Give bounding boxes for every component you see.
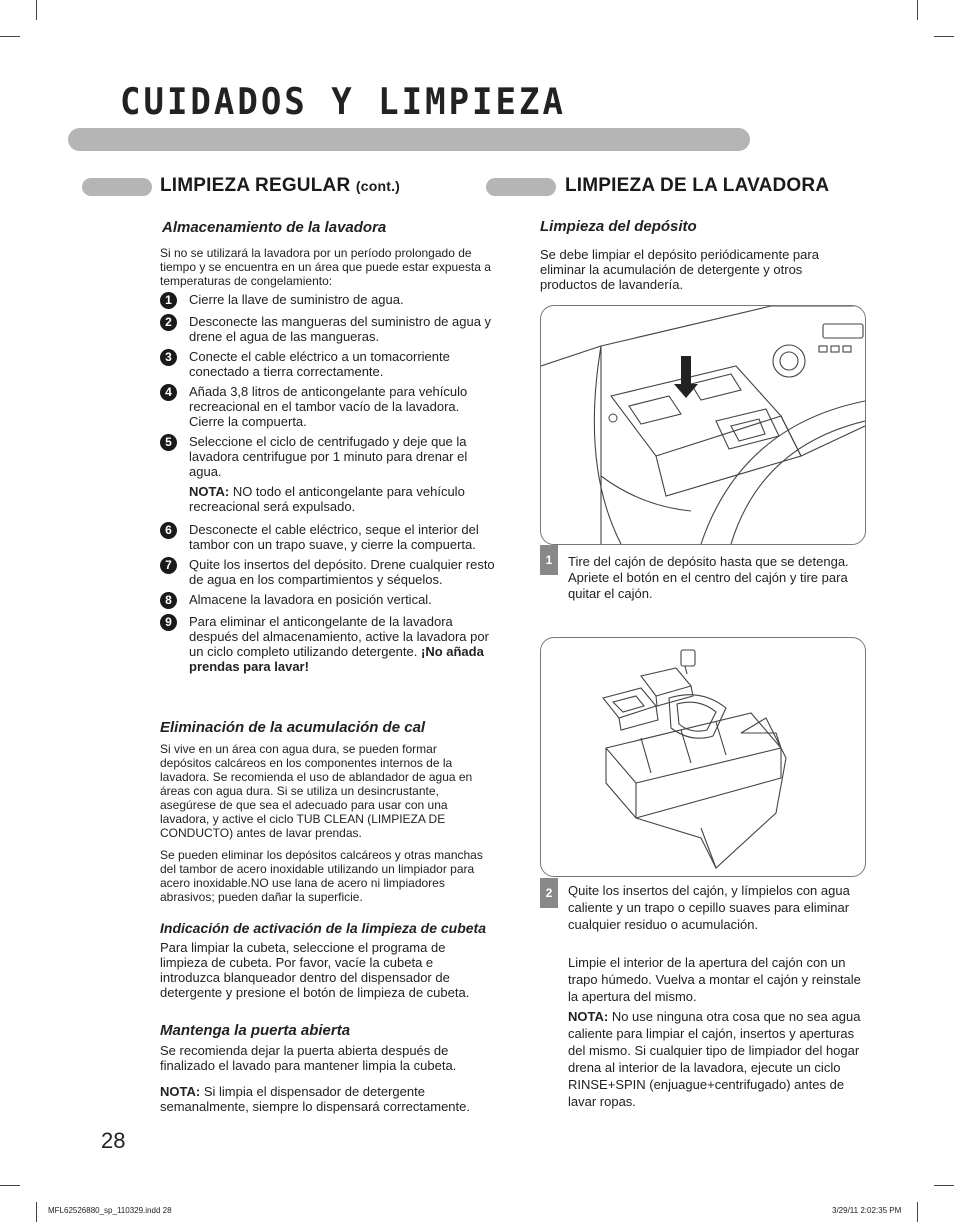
step-text: Desconecte el cable eléctrico, seque el interior del tambor con un trapo suave, y cierre la compuerta. <box>189 522 479 552</box>
step-number: 2 <box>160 314 177 331</box>
section-title-left <box>160 175 400 197</box>
list-item <box>160 384 495 429</box>
step-number: 1 <box>160 292 177 309</box>
page-title: CUIDADOS Y LIMPIEZA <box>120 80 566 124</box>
list-item <box>160 614 495 674</box>
tubclean-text: Para limpiar la cubeta, seleccione el programa de limpieza de cubeta. Por favor, vacíe la cubeta e introduzca blanqueador dentro del dispensador de detergente y presione el botón de limpieza de cubeta. <box>160 940 470 1000</box>
crop-mark <box>36 1202 37 1222</box>
step1-text: Tire del cajón de depósito hasta que se detenga. Apriete el botón en el centro del cajón y tire para quitar el cajón. <box>568 554 849 601</box>
crop-mark <box>934 1185 954 1186</box>
step-number: 6 <box>160 522 177 539</box>
note-label: NOTA: <box>568 1009 609 1024</box>
crop-mark <box>934 36 954 37</box>
list-item <box>160 349 495 379</box>
step-badge: 2 <box>540 878 558 908</box>
storage-steps <box>160 292 495 679</box>
section-pill-right <box>486 178 556 196</box>
step-number: 8 <box>160 592 177 609</box>
list-item <box>160 314 495 344</box>
step5-note <box>189 484 495 514</box>
step-text: Conecte el cable eléctrico a un tomacorriente conectado a tierra correctamente. <box>189 349 450 379</box>
step-text: Quite los insertos del depósito. Drene cualquier resto de agua en los compartimientos y séquelos. <box>189 557 495 587</box>
section-title-right: LIMPIEZA DE LA LAVADORA <box>565 175 830 196</box>
footer-timestamp: 3/29/11 2:02:35 PM <box>832 1206 902 1215</box>
note-text: No use ninguna otra cosa que no sea agua caliente para limpiar el cajón, insertos y aperturas del mismo. Si cualquier tipo de limpiador del hogar drena al interior de la lavadora, ejecute un ciclo RINSE+SPIN (enjuague+centrifugado) antes de lavar ropas. <box>568 1009 861 1109</box>
step-badge: 1 <box>540 545 558 575</box>
door-heading: Mantenga la puerta abierta <box>160 1022 351 1039</box>
section-title-suffix: (cont.) <box>355 178 401 194</box>
crop-mark <box>0 1185 20 1186</box>
crop-mark <box>0 36 20 37</box>
crop-mark <box>917 0 918 20</box>
section-title-text: LIMPIEZA REGULAR <box>160 175 351 196</box>
crop-mark <box>917 1202 918 1222</box>
figure-drawer-inserts <box>540 637 866 877</box>
door-note <box>160 1084 470 1114</box>
page-number: 28 <box>101 1128 126 1153</box>
list-item <box>160 292 495 309</box>
step2-paragraph-2: Limpie el interior de la apertura del cajón con un trapo húmedo. Vuelva a montar el cajón y reinstale la apertura del mismo. <box>568 955 861 1004</box>
crop-mark <box>36 0 37 20</box>
step2-note <box>568 1008 868 1110</box>
door-text: Se recomienda dejar la puerta abierta después de finalizado el lavado para mantener limpia la cubeta. <box>160 1043 457 1073</box>
section-pill-left <box>82 178 152 196</box>
storage-heading: Almacenamiento de la lavadora <box>162 219 387 236</box>
step9-text: Para eliminar el anticongelante de la lavadora después del almacenamiento, active la lavadora por un ciclo completo utilizando detergente. <box>189 614 489 659</box>
tubclean-heading: Indicación de activación de la limpieza de cubeta <box>160 920 486 936</box>
storage-intro: Si no se utilizará la lavadora por un período prolongado de tiempo y se encuentra en un área que puede estar expuesta a temperaturas de congelamiento: <box>160 246 491 288</box>
title-bar <box>68 128 750 151</box>
step-number: 7 <box>160 557 177 574</box>
step-text: Seleccione el ciclo de centrifugado y deje que la lavadora centrifugue por 1 minuto para drenar el agua. <box>189 434 468 479</box>
step-number: 4 <box>160 384 177 401</box>
footer-file-info: MFL62526880_sp_110329.indd 28 <box>48 1206 172 1215</box>
note-text: Si limpia el dispensador de detergente semanalmente, siempre lo dispensará correctamente. <box>160 1084 470 1114</box>
step-text <box>189 614 495 674</box>
note-text: NO todo el anticongelante para vehículo recreacional será expulsado. <box>189 484 465 514</box>
step-text: Cierre la llave de suministro de agua. <box>189 292 404 307</box>
dispenser-intro: Se debe limpiar el depósito periódicamente para eliminar la acumulación de detergente y otros productos de lavandería. <box>540 247 819 292</box>
figure-dispenser-drawer <box>540 305 866 545</box>
washer-drawer-illustration <box>541 306 865 544</box>
list-item <box>160 557 495 587</box>
step-number: 9 <box>160 614 177 631</box>
list-item <box>160 522 495 552</box>
scale-heading: Eliminación de la acumulación de cal <box>160 719 426 736</box>
drawer-inserts-illustration <box>541 638 865 876</box>
note-label: NOTA: <box>189 484 230 499</box>
list-item <box>160 592 495 609</box>
step-text: Desconecte las mangueras del suministro de agua y drene el agua de las mangueras. <box>189 314 492 344</box>
step-text: Añada 3,8 litros de anticongelante para vehículo recreacional en el tambor vacío de la lavadora. Cierre la compuerta. <box>189 384 468 429</box>
step-number: 5 <box>160 434 177 451</box>
step-number: 3 <box>160 349 177 366</box>
step-text: Almacene la lavadora en posición vertical. <box>189 592 432 607</box>
step2-paragraph-1: Quite los insertos del cajón, y límpielos con agua caliente y un trapo o cepillo suaves para eliminar cualquier residuo o acumulación. <box>568 883 850 932</box>
scale-paragraph-2: Se pueden eliminar los depósitos calcáreos y otras manchas del tambor de acero inoxidable utilizando un limpiador para acero inoxidable.NO use lana de acero ni limpiadores abrasivos; pueden dañar la superficie. <box>160 848 483 904</box>
dispenser-heading: Limpieza del depósito <box>540 218 697 235</box>
scale-paragraph-1: Si vive en un área con agua dura, se pueden formar depósitos calcáreos en los componentes internos de la lavadora. Se recomienda el uso de ablandador de agua en áreas con agua dura. Si se utiliza un desincrustante, asegúrese de que sea el adecuado para usar con una lavadora, y active el ciclo TUB CLEAN (LIMPIEZA DE CONDUCTO) antes de lavar prendas. <box>160 742 473 840</box>
step9-bold: ¡No añada prendas para lavar! <box>189 644 484 674</box>
list-item <box>160 434 495 479</box>
note-label: NOTA: <box>160 1084 201 1099</box>
